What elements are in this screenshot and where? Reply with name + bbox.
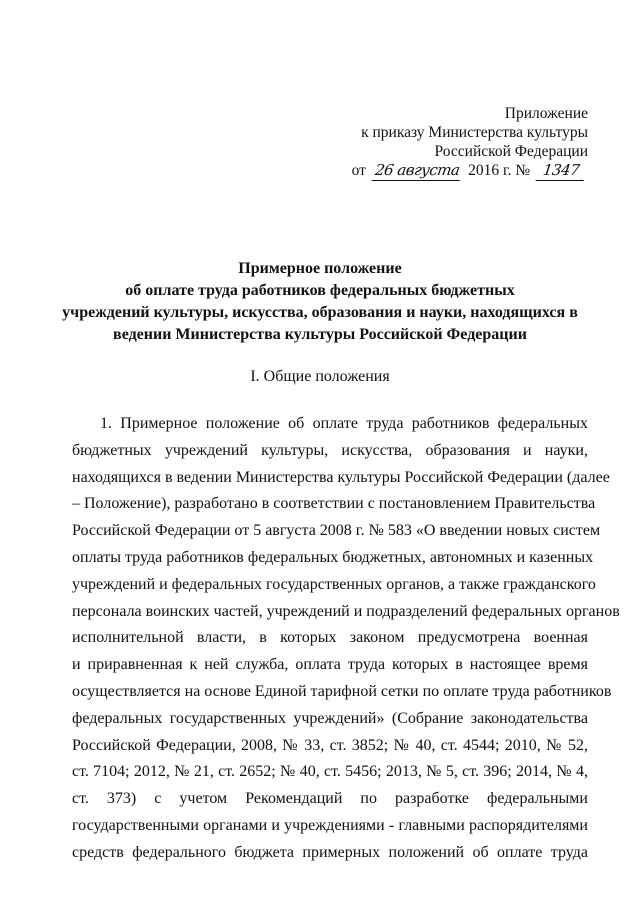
paragraph-line: средств федерального бюджета примерных положений об оплате труда xyxy=(72,843,588,861)
paragraph-line: оплаты труда работников федеральных бюджетных, автономных и казенных xyxy=(72,548,594,566)
title-line-4: ведении Министерства культуры Российской Федерации xyxy=(113,326,527,343)
body-paragraph xyxy=(72,411,620,867)
title-line-1: Примерное положение xyxy=(238,260,402,277)
annex-title: Приложение xyxy=(504,105,588,122)
paragraph-line: 1. Примерное положение об оплате труда работников федеральных xyxy=(100,415,588,432)
paragraph-line: персонала воинских частей, учреждений и подразделений федеральных органов xyxy=(72,602,620,620)
paragraph-line: находящихся в ведении Министерства культуры Российской Федерации (далее xyxy=(72,468,610,486)
paragraph-line: Российской Федерации от 5 августа 2008 г. № 583 «О введении новых систем xyxy=(72,522,601,540)
title-line-2: об оплате труда работников федеральных бюджетных xyxy=(125,282,515,299)
annex-date-number-line xyxy=(352,161,588,181)
annex-year-label: 2016 г. № xyxy=(468,162,531,179)
paragraph-line: исполнительной власти, в которых законом предусмотрена военная xyxy=(72,629,588,647)
document-title xyxy=(40,258,600,346)
paragraph-line: федеральных государственных учреждений» (Собрание законодательства xyxy=(72,709,588,727)
annex-from-label: от xyxy=(351,162,366,179)
paragraph-line: государственными органами и учреждениями - главными распорядителями xyxy=(72,816,588,834)
paragraph-line: учреждений и федеральных государственных органов, а также гражданского xyxy=(72,575,596,593)
annex-federation: Российской Федерации xyxy=(434,143,588,160)
annex-order-reference: к приказу Министерства культуры xyxy=(361,124,588,141)
paragraph-line: ст. 373) с учетом Рекомендаций по разработке федеральными xyxy=(72,790,588,808)
handwritten-order-number: 1347 xyxy=(536,161,587,181)
annex-header xyxy=(352,104,588,181)
paragraph-line: Российской Федерации, 2008, № 33, ст. 3852; № 40, ст. 4544; 2010, № 52, xyxy=(72,736,588,754)
section-heading: I. Общие положения xyxy=(250,368,390,385)
title-line-3: учреждений культуры, искусства, образования и науки, находящихся в xyxy=(62,304,578,321)
handwritten-date: 26 августа xyxy=(371,161,462,181)
paragraph-line: и приравненная к ней служба, оплата труда которых в настоящее время xyxy=(72,656,588,674)
paragraph-line: бюджетных учреждений культуры, искусства, образования и науки, xyxy=(72,441,588,459)
paragraph-line: осуществляется на основе Единой тарифной сетки по оплате труда работников xyxy=(72,682,612,700)
paragraph-line: – Положение), разработано в соответствии с постановлением Правительства xyxy=(72,495,596,513)
paragraph-line: ст. 7104; 2012, № 21, ст. 2652; № 40, ст. 5456; 2013, № 5, ст. 396; 2014, № 4, xyxy=(72,763,588,781)
